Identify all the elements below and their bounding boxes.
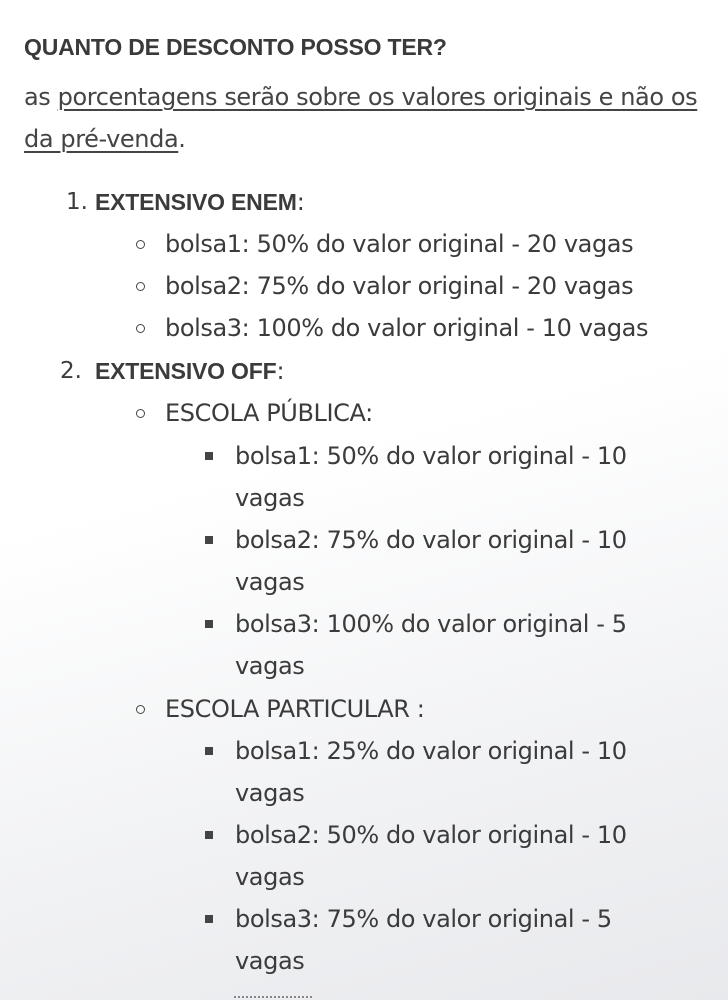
section-2-number: 2. xyxy=(60,358,82,384)
list-item: bolsa1: 50% do valor original - 20 vagas xyxy=(165,230,634,258)
bullet-circle-icon xyxy=(136,240,145,249)
list-item-continuation: vagas xyxy=(235,947,305,975)
list-item-continuation: vagas xyxy=(235,779,305,807)
list-item: bolsa2: 50% do valor original - 10 xyxy=(235,821,627,849)
group-label-escola-particular: ESCOLA PARTICULAR : xyxy=(165,695,425,723)
intro-paragraph xyxy=(24,76,704,160)
list-item-continuation: vagas xyxy=(235,863,305,891)
list-item: bolsa3: 100% do valor original - 5 xyxy=(235,610,627,638)
group-label-escola-publica: ESCOLA PÚBLICA: xyxy=(165,399,373,427)
bullet-square-icon xyxy=(205,831,213,839)
section-1-number: 1. xyxy=(66,189,88,215)
list-item: bolsa3: 100% do valor original - 10 vagas xyxy=(165,314,649,342)
list-item: bolsa2: 75% do valor original - 20 vagas xyxy=(165,272,634,300)
list-item-continuation: vagas xyxy=(235,568,305,596)
list-item: bolsa1: 25% do valor original - 10 xyxy=(235,737,627,765)
cropped-text-fragment xyxy=(234,994,314,1000)
bullet-circle-icon xyxy=(136,705,145,714)
section-1-heading: EXTENSIVO ENEM xyxy=(95,189,297,215)
bullet-circle-icon xyxy=(136,409,145,418)
list-item: bolsa2: 75% do valor original - 10 xyxy=(235,526,627,554)
bullet-square-icon xyxy=(205,915,213,923)
bullet-circle-icon xyxy=(136,324,145,333)
list-item-continuation: vagas xyxy=(235,652,305,680)
intro-underlined-text: porcentagens serão sobre os valores originais e não os da pré-venda xyxy=(24,83,698,153)
list-item: bolsa1: 50% do valor original - 10 xyxy=(235,442,627,470)
section-2-colon: : xyxy=(276,357,285,385)
intro-prefix: as xyxy=(24,83,58,111)
section-1-heading-line xyxy=(95,181,304,223)
bullet-square-icon xyxy=(205,452,213,460)
section-2-heading: EXTENSIVO OFF xyxy=(95,358,277,384)
list-item: bolsa3: 75% do valor original - 5 xyxy=(235,905,612,933)
page-title: QUANTO DE DESCONTO POSSO TER? xyxy=(24,34,447,60)
bullet-circle-icon xyxy=(136,282,145,291)
bullet-square-icon xyxy=(205,536,213,544)
list-item-continuation: vagas xyxy=(235,484,305,512)
section-1-colon: : xyxy=(296,188,305,216)
section-2-heading-line xyxy=(95,350,284,392)
bullet-square-icon xyxy=(205,747,213,755)
intro-suffix: . xyxy=(178,125,186,153)
bullet-square-icon xyxy=(205,620,213,628)
